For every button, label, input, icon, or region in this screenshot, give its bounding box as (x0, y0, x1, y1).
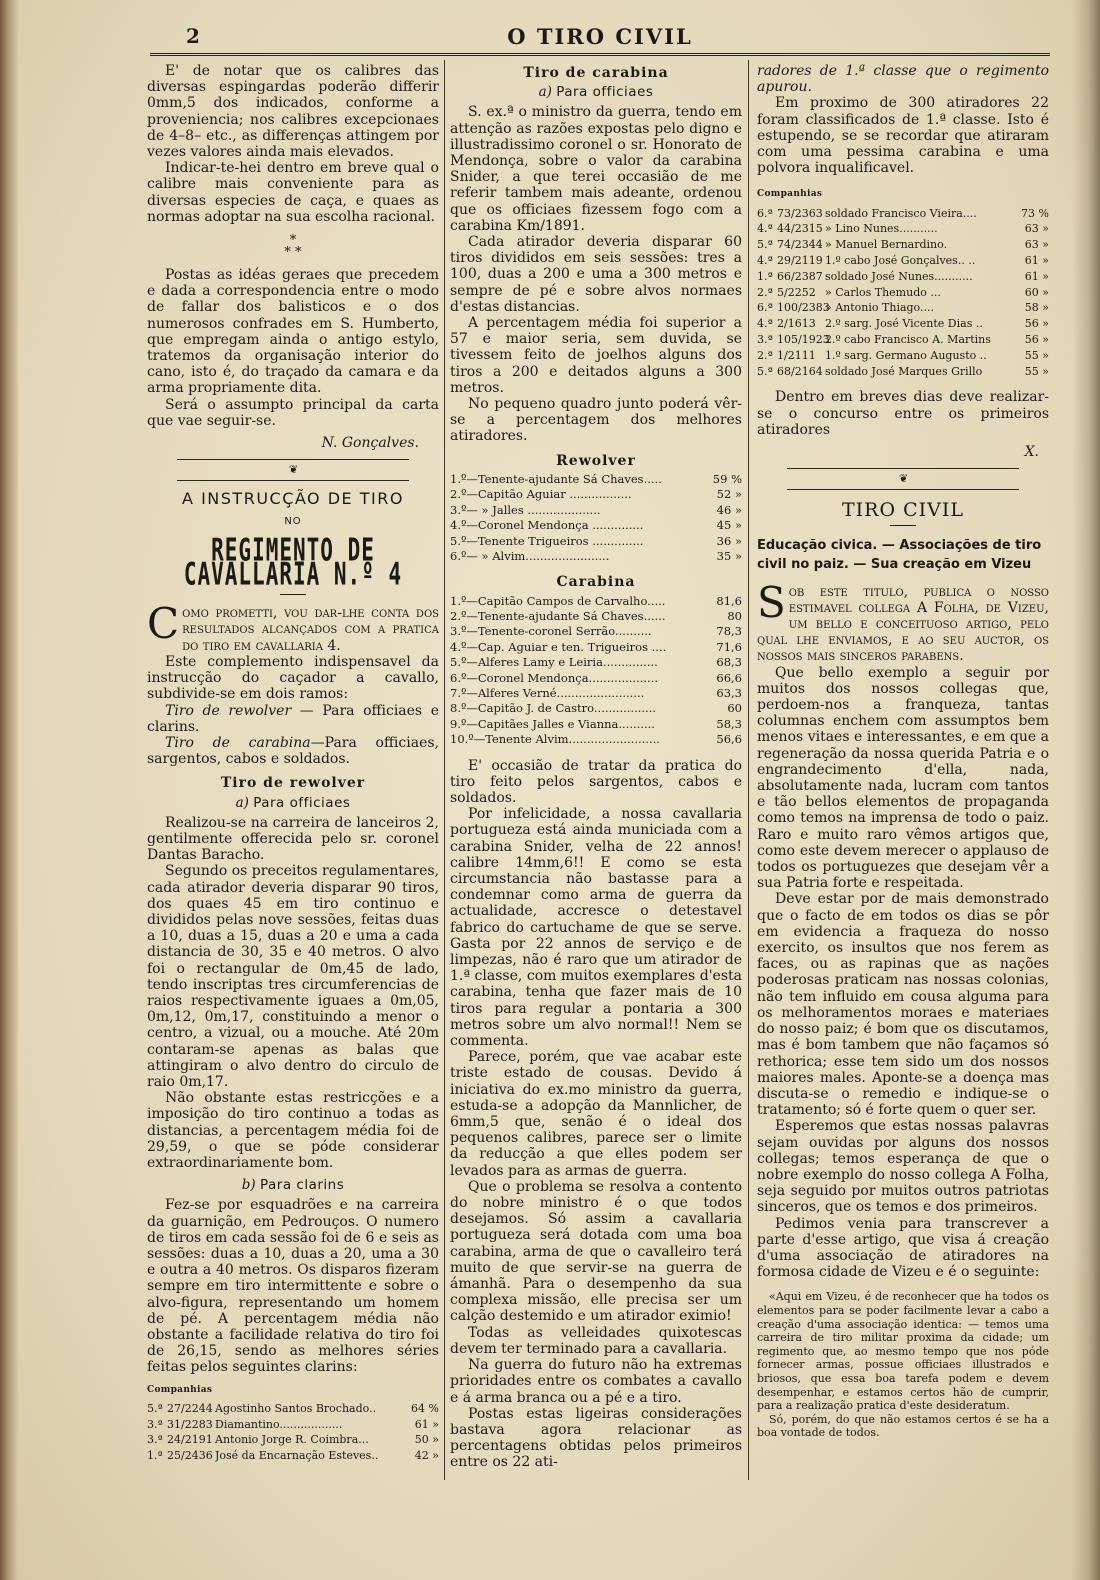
paragraph: S. ex.ª o ministro da guerra, tendo em attenção as razões expostas pelo digno e illustradissimo coronel o sr. Honorato de Mendonça, sobre o valor da carabina Snider, a que terei occasião de me referir tambem mais adeante, ordenou que os officiaes fizessem fogo com a carabina Km/1891. (450, 104, 742, 234)
column-divider (748, 60, 749, 1480)
table-row (757, 206, 1049, 222)
table-cell-num: 105/1923 (777, 333, 830, 346)
paragraph: Sob este titulo, publica o nosso estimavel collega A Folha, de Vizeu, um bello e conceituoso artigo, pelo qual lhe enviamos, e ao seu auctor, os nossos mais sinceros parabens. (757, 577, 1049, 665)
table-cell-val: 73 % (1021, 206, 1049, 220)
table-row (450, 534, 742, 549)
table-cell-num: 74/2344 (777, 238, 823, 252)
table-cell-val: 63,3 (716, 685, 742, 700)
table-cell-name: 1.º—Tenente-ajudante Sá Chaves..... (450, 471, 662, 486)
table-row (450, 503, 742, 518)
table-cell-name: » Lino Nunes........... (825, 222, 938, 236)
paragraph: Tiro de rewolver — Para officiaes e clarins. (147, 702, 439, 735)
paragraph: Deve estar por de mais demonstrado que o facto de em todos os dias se pôr em evidencia a fraqueza do nosso exercito, os insultos que nos ferem as faces, ou as rapinas que as nações poderosas praticam nas nossas colonias, não tem influido em cousa alguma para os melhoramentos moraes e materiaes do nosso paiz; é bom que os discutamos, mas é bom tambem que não façamos só rethorica; esse tem sido um dos nossos maiores males. Aponte-se a doença mas discuta-se o remedio e indique-se o tratamento; só é forte quem o quer ser. (757, 891, 1049, 1119)
table-cell-val: 50 » (414, 1433, 439, 1447)
sub-subheading: a) Para officiaes (538, 84, 654, 101)
table-row (757, 269, 1049, 285)
table-cell-rank: 3.ª (147, 1433, 163, 1447)
table-row (450, 472, 742, 487)
table-cell-name: 2.º—Tenente-ajudante Sá Chaves...... (450, 608, 666, 623)
table-cell-rank: 6.ª (757, 301, 773, 315)
table-row (450, 686, 742, 701)
paragraph: E' de notar que os calibres das diversas espingardas poderão differir 0mm,5 dos indicados, conforme a proveniencia; nos calibres excepcionaes de 4–8– etc., as differenças attingem por vezes valores ainda mais elevados. (147, 63, 439, 161)
table-row (757, 300, 1049, 316)
table-cell-name: 1.º sarg. Germano Augusto .. (825, 348, 987, 362)
table-cell-num: 27/2244 (167, 1401, 213, 1415)
column-2 (450, 63, 742, 1493)
subheading: Tiro de rewolver (220, 775, 366, 792)
table-cell-val: 56,6 (716, 732, 742, 747)
table-row (147, 1417, 439, 1433)
table-title: Rewolver (556, 452, 636, 469)
table-cell-name: 1.º—Capitão Campos de Carvalho..... (450, 593, 666, 608)
table-cell-name: 10.º—Tenente Alvim......................... (450, 732, 660, 747)
paragraph: Como prometti, vou dar-lhe conta dos resultados alcançados com a pratica do tiro em cavallaria 4. (147, 599, 439, 654)
paragraph: Será o assumpto principal da carta que vae seguir-se. (147, 396, 439, 429)
column-divider (444, 60, 445, 1480)
table-row (450, 732, 742, 747)
table-cell-val: 63 » (1024, 238, 1049, 252)
paragraph: Indicar-te-hei dentro em breve qual o calibre mais conveniente para as diversas especies de caça, e quaes as normas adoptar na sua escolha racional. (147, 160, 439, 225)
column-1 (147, 63, 439, 1493)
table-cell-val: 63 » (1024, 222, 1049, 236)
table-cell-val: 56 » (1024, 333, 1049, 346)
table-cell-val: 60 » (1024, 285, 1049, 299)
table-cell-val: 45 » (716, 518, 742, 533)
table-cell-val: 61 » (414, 1417, 439, 1431)
table-cell-name: 5.º—Alferes Lamy e Leiria............... (450, 655, 658, 670)
table-cell-name: 8.º—Capitão J. de Castro................. (450, 701, 657, 716)
table-cell-val: 68,3 (716, 655, 742, 670)
table-cell-name: 2.º sarg. José Vicente Dias .. (825, 317, 983, 331)
table-cell-val: 58 » (1024, 301, 1049, 315)
table-cell-val: 80 (727, 608, 742, 623)
short-rule (280, 594, 306, 595)
drop-cap: C (147, 599, 180, 649)
drop-cap: S (757, 577, 786, 627)
ornament-divider: ❦ (757, 468, 1049, 490)
paragraph: Que bello exemplo a seguir por muitos dos nossos collegas que, perdoem-nos a franqueza, tantas columnas enchem com assumptos bem menos vitaes e interessantes, e em que a regeneração da nossa querida Patria e o engrandecimento d'ella, nada, absolutamente nada, lucram com tantos e tão bellos elementos de propaganda como temos na imprensa de todo o paiz. Raro e muito raro vêmos artigos que, como este devem merecer o applauso de todos os portuguezes que desejam vêr a sua Patria forte e respeitada. (757, 664, 1049, 892)
paragraph: Fez-se por esquadrões e na carreira da guarnição, em Pedrouços. O numero de tiros em cada sessão foi de 6 e seis as sessões: duas a 10, duas a 20, uma a 30 e outra a 40 metros. Os disparos fizeram sempre em tiro intermittente e sobre o alvo-figura, representando um homem de pé. A percentagem média não obstante a facilidade relativa do tiro foi de 26,15, sendo as melhores séries feitas pelos seguintes clarins: (147, 1197, 439, 1376)
table-cell-rank: 4.ª (757, 317, 773, 331)
table-row (450, 640, 742, 655)
table-cell-num: 24/2191 (167, 1433, 213, 1447)
sub-subheading: b) Para clarins (241, 1177, 345, 1194)
table-cell-rank: 5.ª (757, 364, 773, 378)
table-cell-val: 42 » (414, 1449, 439, 1463)
table-row (757, 253, 1049, 269)
paragraph: No pequeno quadro junto poderá vêr-se a percentagem dos melhores atiradores. (450, 396, 742, 445)
table-row (450, 594, 742, 609)
table-row (450, 487, 742, 502)
table-cell-name: Diamantino.................. (215, 1417, 343, 1431)
block-quote (757, 1290, 1049, 1440)
column-3 (757, 63, 1049, 1493)
table-cell-val: 78,3 (716, 624, 742, 639)
table-cell-val: 81,6 (716, 593, 742, 608)
table-row (757, 237, 1049, 253)
paragraph: Na guerra do futuro não ha extremas prioridades entre os combates a cavallo e á arma branca ou a pé e a tiro. (450, 1357, 742, 1406)
table-cell-name: 4.º—Cap. Aguiar e ten. Trigueiros .... (450, 639, 667, 654)
asterism: * * * (284, 233, 302, 261)
paragraph: Por infelicidade, a nossa cavallaria portugueza está ainda municiada com a carabina Snider, velha de 22 annos! calibre 14mm,6!! E como se esta circumstancia não bastasse para a condemnar como arma de guerra da actualidade, accresce o detestavel fabrico do cartuchame de que se serve. Gasta por 22 annos de serviço e de limpezas, não é raro que um atirador de 1.ª classe, com muitos exemplares d'esta carabina, tenha que fazer mais de 10 tiros para regular a pontaria a 300 metros sobre um alvo normal!! Nem se commenta. (450, 806, 742, 1050)
table-row (757, 285, 1049, 301)
table-cell-val: 64 % (411, 1401, 439, 1415)
header-rule (150, 53, 1050, 56)
subheading: Tiro de carabina (523, 65, 669, 81)
paragraph: E' occasião de tratar da pratica do tiro feito pelos sargentos, cabos e soldados. (450, 757, 742, 806)
table-row (450, 518, 742, 533)
table-cell-num: 66/2387 (777, 269, 823, 283)
sub-subheading: a) Para officiaes (235, 794, 351, 811)
table-cell-rank: 3.ª (147, 1417, 163, 1431)
table-row (147, 1401, 439, 1417)
page-header (150, 22, 1050, 54)
paragraph: Postas as idéas geraes que precedem e dada a correspondencia entre o modo de fallar dos balisticos e o dos numerosos confrades em S. Humberto, que empregam ainda o antigo estylo, tratemos da organisação interior do cano, isto é, do traçado da camara e da arma propriamente dita. (147, 267, 439, 397)
table-row (450, 549, 742, 564)
table-cell-rank: 1.ª (757, 269, 773, 283)
table-cell-rank: 3.ª (757, 333, 773, 346)
table-row (147, 1448, 439, 1464)
table-cell-name: 5.º—Tenente Trigueiros .............. (450, 533, 644, 548)
table-cell-rank: 1.ª (147, 1449, 163, 1463)
table-cell-name: 9.º—Capitães Jalles e Vianna.......... (450, 716, 655, 731)
table-cell-rank: 5.ª (147, 1401, 163, 1415)
paragraph: Parece, porém, que vae acabar este triste estado de cousas. Devido á iniciativa do ex.mo ministro da guerra, estuda-se a adopção da Mannlicher, de 6mm,5 que, senão é o ideal dos pequenos calibres, parece ser o limite da reducção a que elles podem ser levados para as armas de guerra. (450, 1049, 742, 1179)
table-cell-val: 52 » (716, 487, 742, 502)
table-cell-name: 3.º—Tenente-coronel Serrão.......... (450, 624, 652, 639)
table-cell-num: 31/2283 (167, 1417, 213, 1431)
table-cell-name: Antonio Jorge R. Coimbra... (215, 1433, 369, 1447)
table-cell-name: 1.º cabo José Gonçalves.. .. (825, 254, 976, 268)
table-row (757, 332, 1049, 348)
table-cell-rank: 4.ª (757, 254, 773, 268)
table-cell-name: 2.º—Capitão Aguiar ................. (450, 487, 632, 502)
paragraph: A percentagem média foi superior a 57 e maior seria, sem duvida, se tivessem feito de joelhos alguns dos tiros a 200 e deitados alguns a 300 metros. (450, 315, 742, 396)
table-cell-val: 61 » (1024, 254, 1049, 268)
table-row (757, 364, 1049, 380)
table-cell-val: 55 » (1024, 364, 1049, 378)
table-cell-val: 60 (727, 701, 742, 716)
table-cell-num: 25/2436 (167, 1449, 213, 1463)
newspaper-title: O TIRO CIVIL (507, 24, 693, 49)
table-row (450, 671, 742, 686)
table-row (450, 717, 742, 732)
table-cell-name: » Carlos Themudo ... (825, 285, 941, 299)
table-cell-num: 44/2315 (777, 222, 823, 236)
table-cell-num: 5/2252 (777, 285, 816, 299)
paragraph: Todas as velleidades quixotescas devem ter terminado para a cavallaria. (450, 1324, 742, 1357)
table-row (757, 221, 1049, 237)
paragraph: radores de 1.ª classe que o regimento apurou. (757, 63, 1049, 96)
section-lead: Educação civica. — Associações de tiro civil no paiz. — Sua creação em Vizeu (757, 537, 1042, 572)
table-title: Carabina (556, 574, 636, 591)
table-cell-name: soldado Francisco Vieira.... (825, 206, 977, 220)
table-cell-val: 59 % (712, 471, 742, 486)
paragraph: Tiro de carabina—Para officiaes, sargentos, cabos e soldados. (147, 734, 439, 768)
table-cell-name: 3.º— » Jalles .................... (450, 502, 601, 517)
table-cell-rank: 5.ª (757, 238, 773, 252)
table-row (757, 316, 1049, 332)
paragraph: Esperemos que estas nossas palavras sejam ouvidas por alguns dos nossos collegas; temos esperança de que o nobre exemplo do nosso collega A Folha, seja seguido por muitos outros patriotas sinceros, que os temos e dos primeiros. (757, 1118, 1049, 1216)
table-cell-val: 61 » (1024, 269, 1049, 283)
paragraph: Este complemento indispensavel da instrucção do caçador a cavallo, subdivide-se em dois ramos: (147, 653, 439, 703)
table-cell-num: 1/2111 (777, 348, 816, 362)
table-cell-val: 36 » (716, 533, 742, 548)
table-row (450, 624, 742, 639)
clarins-table (147, 1401, 439, 1464)
section-title: TIRO CIVIL (842, 499, 964, 522)
section-connector: NO (284, 515, 302, 527)
paragraph: Não obstante estas restricções e a imposição do tiro continuo a todas as distancias, a percentagem média foi de 29,59, o que se póde considerar extraordinariamente bom. (147, 1090, 439, 1171)
table-cell-name: 6.º—Coronel Mendonça................... (450, 670, 658, 685)
table-cell-name: » Manuel Bernardino. (825, 238, 948, 252)
table-cell-val: 55 » (1024, 348, 1049, 362)
table-row (450, 655, 742, 670)
table-cell-rank: 2.ª (757, 285, 773, 299)
paragraph: Em proximo de 300 atiradores 22 foram classificados de 1.ª classe. Isto é estupendo, se se recordar que atiraram com uma pessima carabina e uma polvora inqualificavel. (757, 95, 1049, 177)
quote-paragraph: Só, porém, do que não estamos certos é se ha a boa vontade de todos. (757, 1412, 1049, 1440)
table-heading: Companhias (757, 189, 823, 200)
table-cell-name: soldado José Nunes........... (825, 269, 973, 283)
quote-paragraph: «Aqui em Vizeu, é de reconhecer que ha todos os elementos para se poder facilmente levar a cabo a creação d'uma associação identica: — temos uma carreira de tiro militar proxima da cidade; um regimento que, ao mesmo tempo que nos póde fornecer armas, possue officiaes illustrados e briosos, que essa boa tarefa podem e devem desempenhar, e estamos certos hão de cumprir, para a realização pratica d'este desideratum. (757, 1290, 1049, 1413)
soldados-table (757, 206, 1049, 380)
table-row (757, 348, 1049, 364)
table-cell-num: 2/1613 (777, 317, 816, 331)
table-cell-name: José da Encarnação Esteves.. (215, 1449, 379, 1463)
paragraph: Pedimos venia para transcrever a parte d'esse artigo, que visa á creação d'uma associação de atiradores na formosa cidade de Vizeu e é o seguinte: (757, 1215, 1049, 1281)
table-cell-num: 73/2363 (777, 206, 823, 220)
table-cell-num: 29/2119 (777, 254, 823, 268)
table-row (147, 1432, 439, 1448)
table-cell-name: Agostinho Santos Brochado.. (215, 1401, 377, 1415)
table-cell-val: 71,6 (716, 639, 742, 654)
page-edge-shadow (1072, 0, 1100, 1580)
table-cell-num: 100/2383 (777, 301, 830, 315)
rewolver-table (450, 472, 742, 564)
table-cell-num: 68/2164 (777, 364, 823, 378)
table-cell-val: 58,3 (716, 716, 742, 731)
table-cell-name: » Antonio Thiago.... (825, 301, 934, 315)
table-cell-name: soldado José Marques Grillo (825, 364, 983, 378)
table-cell-val: 46 » (716, 502, 742, 517)
paragraph: Segundo os preceitos regulamentares, cada atirador deveria disparar 90 tiros, dos quaes 45 em tiro continuo e divididos pelas nove sessões, feitas duas a 10, duas a 15, duas a 20 e uma a cada distancia de 30, 35 e 40 metros. O alvo foi o rectangular de 0m,45 de lado, tendo inscriptas tres circumferencias de raios respectivamente iguaes a 0m,05, 0m,12, 0m,17, constituindo a menor o centro, a vizual, ou a mouche. Até 20m contaram-se apenas as balas que attingiram o alvo dentro do circulo de raio 0m,17. (147, 863, 439, 1090)
table-cell-name: 2.º cabo Francisco A. Martins (825, 333, 991, 346)
short-rule (890, 525, 916, 526)
table-cell-rank: 6.ª (757, 206, 773, 220)
table-heading: Companhias (147, 1384, 213, 1395)
section-title: A INSTRUCÇÃO DE TIRO (182, 489, 404, 509)
signature: N. Gonçalves. (321, 435, 419, 452)
section-big-title: REGIMENTO DE CAVALLARIA N.º 4 (183, 531, 403, 593)
table-row (450, 701, 742, 716)
table-cell-name: 7.º—Alferes Verné........................ (450, 685, 645, 700)
carabina-table (450, 594, 742, 748)
paragraph: Dentro em breves dias deve realizar-se o concurso entre os primeiros atiradores (757, 389, 1049, 438)
paragraph: Postas estas ligeiras considerações bastava agora relacionar as percentagens obtidas pelos primeiros entre os 22 ati- (450, 1405, 742, 1471)
signature: X. (1024, 444, 1039, 460)
table-cell-name: 4.º—Coronel Mendonça .............. (450, 518, 644, 533)
page-binding-shadow (0, 0, 18, 1580)
page-number: 2 (186, 24, 200, 48)
table-cell-val: 35 » (716, 548, 742, 563)
paragraph: Realizou-se na carreira de lanceiros 2, gentilmente offerecida pelo sr. coronel Dantas Baracho. (147, 814, 439, 864)
table-cell-val: 56 » (1024, 317, 1049, 331)
table-cell-name: 6.º— » Alvim....................... (450, 548, 610, 563)
paragraph: Cada atirador deveria disparar 60 tiros divididos em seis sessões: tres a 100, duas a 200 e uma a 300 metros e sempre de pé e sobre alvos normaes d'estas distancias. (450, 234, 742, 315)
table-cell-rank: 4.ª (757, 222, 773, 236)
table-cell-val: 66,6 (716, 670, 742, 685)
table-row (450, 609, 742, 624)
paragraph: Que o problema se resolva a contento do nobre ministro é o que todos desejamos. Só assim a cavallaria portugueza será dotada com uma boa carabina, arma de que o cavalleiro terá muito de que servir-se na guerra de ámanhã. Para o desempenho da sua complexa missão, elle precisa ser um calção destemido e um atirador eximio! (450, 1178, 742, 1325)
ornament-divider: ❦ (147, 459, 439, 481)
table-cell-rank: 2.ª (757, 348, 773, 362)
